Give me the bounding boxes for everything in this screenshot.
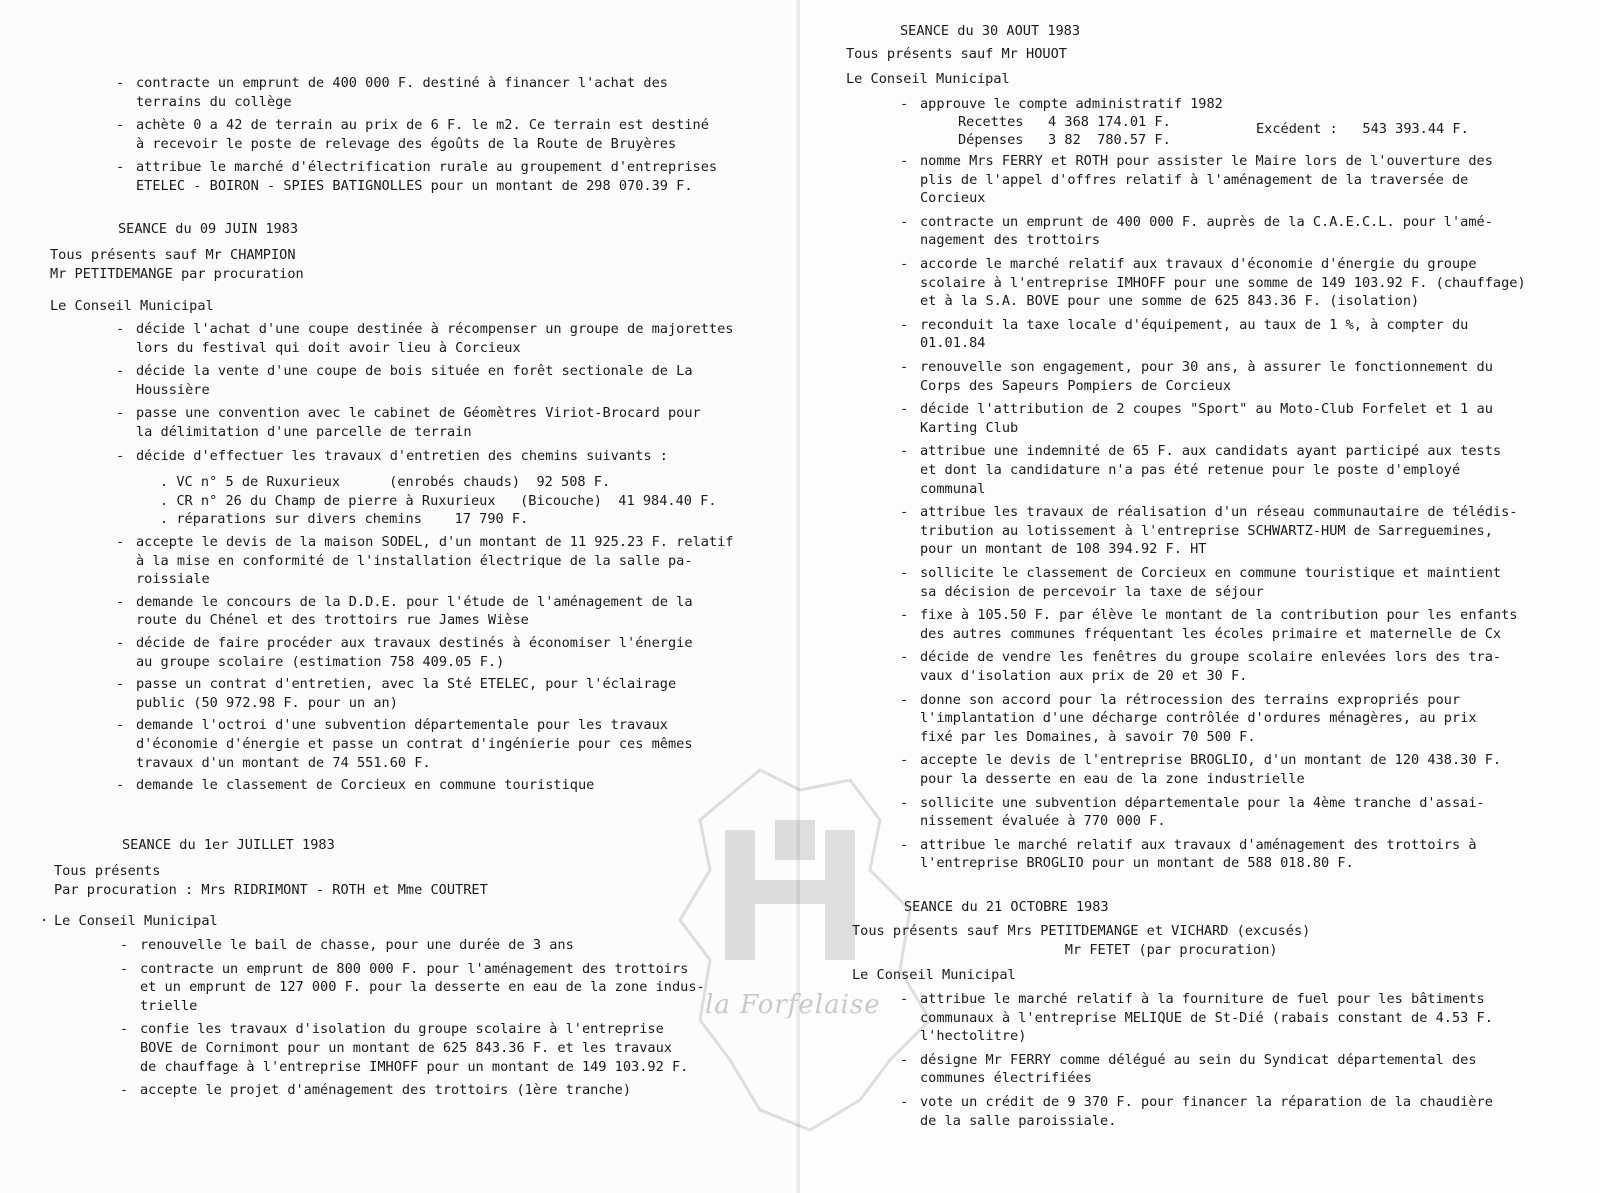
item-line: pour la desserte en eau de la zone industrielle <box>920 770 1305 787</box>
item-line: Corcieux <box>920 190 986 207</box>
bullet-dash: - <box>120 937 129 953</box>
item-line: roissiale <box>136 571 210 588</box>
road-line: . CR n° 26 du Champ de pierre à Ruxurieux (Bicouche) 41 984.40 F. <box>160 492 717 509</box>
bullet-dash: - <box>900 991 909 1007</box>
item-line: vaux d'isolation aux prix de 20 et 30 F. <box>920 667 1248 684</box>
item-line: sollicite le classement de Corcieux en commune touristique et maintient <box>920 565 1502 581</box>
council-label: Le Conseil Municipal <box>50 298 214 314</box>
item-line: confie les travaux d'isolation du groupe scolaire à l'entreprise <box>140 1021 664 1038</box>
item-line: attribue les travaux de réalisation d'un réseau communautaire de télédis- <box>920 504 1518 521</box>
item-line: plis de l'appel d'offres relatif à l'aménagement de la traversée de <box>920 171 1469 188</box>
item-line: au groupe scolaire (estimation 758 409.05 F.) <box>136 653 505 670</box>
item-line: contracte un emprunt de 800 000 F. pour l'aménagement des trottoirs <box>140 960 689 977</box>
bullet-dash: - <box>116 593 125 610</box>
item-line: vote un crédit de 9 370 F. pour financer la réparation de la chaudière <box>920 1094 1493 1110</box>
attendance-line: Tous présents sauf Mr CHAMPION <box>50 247 296 263</box>
item-line: renouvelle son engagement, pour 30 ans, à assurer le fonctionnement du <box>920 359 1493 375</box>
attendance-line: Par procuration : Mrs RIDRIMONT - ROTH et Mme COUTRET <box>54 881 488 898</box>
item-line: terrains du collège <box>136 93 292 110</box>
item-line: demande le classement de Corcieux en commune touristique <box>136 777 595 794</box>
item-line: donne son accord pour la rétrocession des terrains expropriés pour <box>920 691 1461 708</box>
bullet-dash: - <box>900 213 909 230</box>
item-line: l'hectolitre) <box>920 1028 1027 1045</box>
item-line: et à la S.A. BOVE pour une somme de 625 843.36 F. (isolation) <box>920 293 1420 310</box>
item-line: approuve le compte administratif 1982 <box>920 96 1223 112</box>
item-line: à recevoir le poste de relevage des égoûts de la Route de Bruyères <box>136 135 677 152</box>
bullet-dash: - <box>900 316 909 333</box>
bullet-dash: - <box>116 447 125 464</box>
margin-mark: · <box>40 913 49 929</box>
item-line: demande le concours de la D.D.E. pour l'étude de l'aménagement de la <box>136 593 693 610</box>
item-line: fixe à 105.50 F. par élève le montant de la contribution pour les enfants <box>920 607 1518 624</box>
session-title: SEANCE du 21 OCTOBRE 1983 <box>904 899 1109 915</box>
item-line: lors du festival qui doit avoir lieu à Corcieux <box>136 339 521 356</box>
bullet-dash: - <box>116 777 125 794</box>
bullet-dash: - <box>900 752 909 769</box>
item-line: contracte un emprunt de 400 000 F. auprès de la C.A.E.C.L. pour l'amé- <box>920 213 1493 230</box>
item-line: désigne Mr FERRY comme délégué au sein du Syndicat départemental des <box>920 1051 1477 1068</box>
bullet-dash: - <box>116 676 125 693</box>
bullet-dash: - <box>900 96 909 112</box>
item-line: sa décision de percevoir la taxe de séjour <box>920 583 1264 600</box>
item-line: achète 0 a 42 de terrain au prix de 6 F. le m2. Ce terrain est destiné <box>136 117 709 134</box>
session-title: SEANCE du 09 JUIN 1983 <box>118 221 299 237</box>
item-line: Corps des Sapeurs Pompiers de Corcieux <box>920 377 1231 394</box>
bullet-dash: - <box>900 153 909 169</box>
item-line: accorde le marché relatif aux travaux d'économie d'énergie du groupe <box>920 256 1477 272</box>
item-line: de la salle paroissiale. <box>920 1112 1117 1129</box>
item-line: 01.01.84 <box>920 335 986 352</box>
item-line: demande l'octroi d'une subvention départementale pour les travaux <box>136 717 668 734</box>
bullet-dash: - <box>900 691 909 708</box>
item-line: accepte le projet d'aménagement des trottoirs (1ère tranche) <box>140 1082 632 1099</box>
session-title: SEANCE du 1er JUILLET 1983 <box>122 837 335 853</box>
right-page <box>800 0 1600 1193</box>
item-line: scolaire à l'entreprise IMHOFF pour une somme de 149 103.92 F. (chauffage) <box>920 274 1526 291</box>
recettes-line: Recettes 4 368 174.01 F. <box>958 114 1171 130</box>
bullet-dash: - <box>116 405 125 422</box>
bullet-dash: - <box>116 363 125 380</box>
bullet-dash: - <box>120 960 129 977</box>
attendance-line: Tous présents <box>54 863 161 879</box>
watermark-text: la Forfelaise <box>705 990 881 1020</box>
item-line: attribue le marché relatif aux travaux d'aménagement des trottoirs à <box>920 836 1477 853</box>
item-line: fixé par les Domaines, à savoir 70 500 F. <box>920 728 1256 745</box>
item-line: communes électrifiées <box>920 1070 1092 1087</box>
depenses-line: Dépenses 3 82 780.57 F. <box>958 132 1171 148</box>
item-line: BOVE de Cornimont pour un montant de 625 843.36 F. et les travaux <box>140 1039 672 1056</box>
item-line: passe une convention avec le cabinet de Géomètres Viriot-Brocard pour <box>136 405 701 422</box>
item-line: contracte un emprunt de 400 000 F. destiné à financer l'achat des <box>136 75 668 91</box>
item-line: public (50 972.98 F. pour un an) <box>136 694 398 711</box>
item-line: attribue le marché d'électrification rurale au groupement d'entreprises <box>136 159 718 176</box>
bullet-dash: - <box>900 607 909 624</box>
item-line: décide l'attribution de 2 coupes "Sport" au Moto-Club Forfelet et 1 au <box>920 401 1493 418</box>
bullet-dash: - <box>900 794 909 811</box>
bullet-dash: - <box>900 504 909 521</box>
excedent-line: Excédent : 543 393.44 F. <box>1256 121 1469 137</box>
item-line: la délimitation d'une parcelle de terrain <box>136 423 472 440</box>
item-line: communal <box>920 480 986 497</box>
item-line: décide de vendre les fenêtres du groupe scolaire enlevées lors des tra- <box>920 649 1502 666</box>
bullet-dash: - <box>116 534 125 550</box>
attendance-line: Tous présents sauf Mr HOUOT <box>846 46 1067 62</box>
item-line: et dont la candidature n'a pas été retenue pour le poste d'employé <box>920 461 1461 478</box>
item-line: nagement des trottoirs <box>920 232 1101 249</box>
bullet-dash: - <box>116 635 125 651</box>
item-line: d'économie d'énergie et passe un contrat d'ingénierie pour ces mêmes <box>136 735 693 752</box>
bullet-dash: - <box>900 565 909 581</box>
council-label: Le Conseil Municipal <box>852 967 1016 983</box>
item-line: renouvelle le bail de chasse, pour une durée de 3 ans <box>140 937 574 953</box>
item-line: nissement évaluée à 770 000 F. <box>920 813 1166 830</box>
bullet-dash: - <box>116 717 125 734</box>
bullet-dash: - <box>900 256 909 272</box>
bullet-dash: - <box>900 1051 909 1068</box>
item-line: trielle <box>140 997 198 1014</box>
item-line: décide la vente d'une coupe de bois située en forêt sectionale de La <box>136 363 693 380</box>
item-line: et un emprunt de 127 000 F. pour la desserte en eau de la zone indus- <box>140 979 705 996</box>
item-line: des autres communes fréquentant les écoles primaire et maternelle de Cx <box>920 625 1502 642</box>
item-line: décide l'achat d'une coupe destinée à récompenser un groupe de majorettes <box>136 321 734 337</box>
item-line: tribution au lotissement à l'entreprise SCHWARTZ-HUM de Sarreguemines, <box>920 522 1493 539</box>
attendance-line: Tous présents sauf Mrs PETITDEMANGE et VICHARD (excusés) <box>852 923 1311 939</box>
item-line: à la mise en conformité de l'installation électrique de la salle pa- <box>136 552 693 569</box>
bullet-dash: - <box>900 836 909 853</box>
item-line: ETELEC - BOIRON - SPIES BATIGNOLLES pour un montant de 298 070.39 F. <box>136 177 693 194</box>
item-line: reconduit la taxe locale d'équipement, au taux de 1 %, à compter du <box>920 316 1469 333</box>
item-line: nomme Mrs FERRY et ROTH pour assister le Maire lors de l'ouverture des <box>920 153 1493 169</box>
bullet-dash: - <box>120 1021 129 1038</box>
item-line: accepte le devis de la maison SODEL, d'un montant de 11 925.23 F. relatif <box>136 534 734 550</box>
item-line: pour un montant de 108 394.92 F. HT <box>920 541 1207 558</box>
item-line: sollicite une subvention départementale pour la 4ème tranche d'assai- <box>920 794 1485 811</box>
bullet-dash: - <box>120 1082 129 1099</box>
item-line: attribue une indemnité de 65 F. aux candidats ayant participé aux tests <box>920 443 1502 460</box>
bullet-dash: - <box>116 321 125 337</box>
bullet-dash: - <box>900 401 909 418</box>
item-line: l'implantation d'une décharge contrôlée d'ordures ménagères, au prix <box>920 710 1477 727</box>
item-line: de chauffage à l'entreprise IMHOFF pour un montant de 149 103.92 F. <box>140 1058 689 1075</box>
item-line: communaux à l'entreprise MELIQUE de St-Dié (rabais constant de 4.53 F. <box>920 1009 1493 1026</box>
session-title: SEANCE du 30 AOUT 1983 <box>900 23 1081 39</box>
item-line: Karting Club <box>920 419 1019 436</box>
item-line: accepte le devis de l'entreprise BROGLIO, d'un montant de 120 438.30 F. <box>920 752 1502 769</box>
bullet-dash: - <box>900 649 909 666</box>
item-line: décide d'effectuer les travaux d'entretien des chemins suivants : <box>136 447 668 464</box>
bullet-dash: - <box>116 117 125 134</box>
item-line: route du Chénel et des trottoirs rue James Wièse <box>136 612 529 629</box>
attendance-line: Mr FETET (par procuration) <box>852 941 1278 958</box>
bullet-dash: - <box>116 159 125 176</box>
bullet-dash: - <box>900 443 909 460</box>
item-line: attribue le marché relatif à la fourniture de fuel pour les bâtiments <box>920 991 1485 1007</box>
item-line: l'entreprise BROGLIO pour un montant de 588 018.80 F. <box>920 855 1354 872</box>
attendance-line: Mr PETITDEMANGE par procuration <box>50 265 304 282</box>
council-label: Le Conseil Municipal <box>846 71 1010 87</box>
bullet-dash: - <box>900 359 909 375</box>
item-line: décide de faire procéder aux travaux destinés à économiser l'énergie <box>136 635 693 651</box>
council-label: Le Conseil Municipal <box>54 913 218 929</box>
bullet-dash: - <box>900 1094 909 1110</box>
item-line: Houssière <box>136 381 210 398</box>
road-line: . VC n° 5 de Ruxurieux (enrobés chauds) 92 508 F. <box>160 474 611 490</box>
item-line: passe un contrat d'entretien, avec la Sté ETELEC, pour l'éclairage <box>136 676 677 693</box>
bullet-dash: - <box>116 75 125 91</box>
item-line: travaux d'un montant de 74 551.60 F. <box>136 754 431 771</box>
road-line: . réparations sur divers chemins 17 790 F. <box>160 511 529 528</box>
